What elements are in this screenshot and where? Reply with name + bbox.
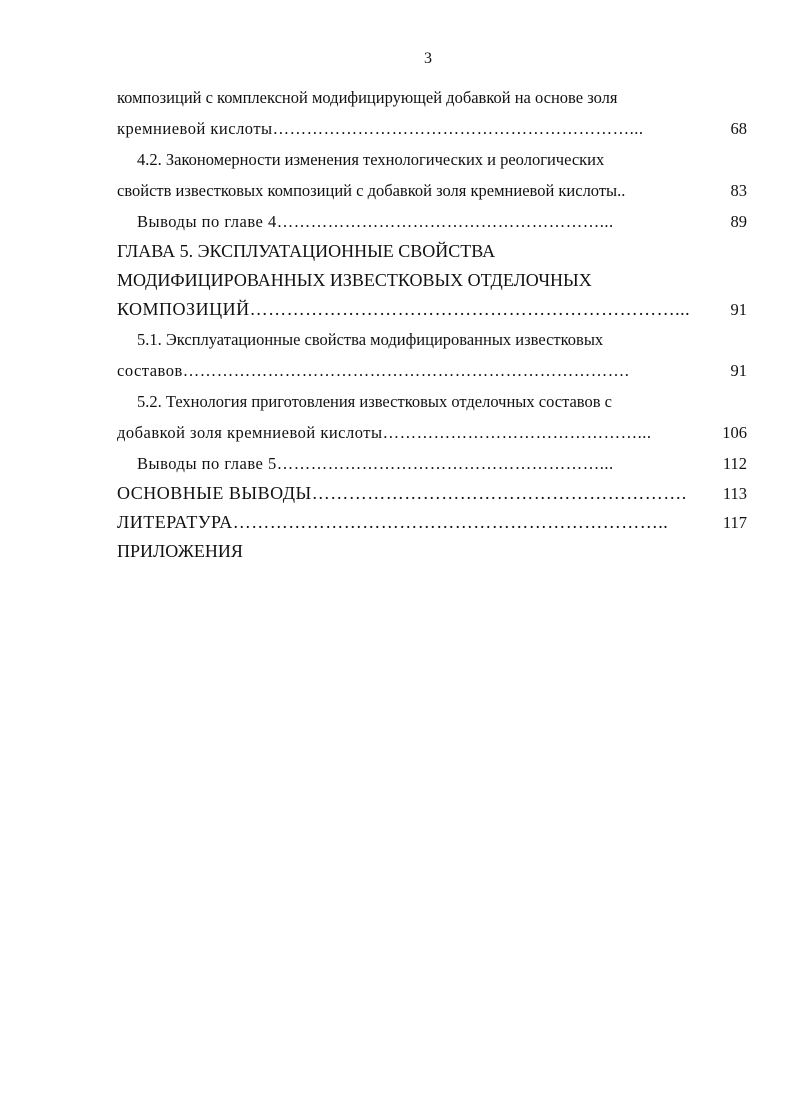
table-of-contents — [117, 82, 747, 566]
toc-page-number: 106 — [722, 423, 747, 442]
toc-chapter-heading: КОМПОЗИЦИЙ……………………………………………………………... — [117, 299, 691, 319]
toc-line — [117, 448, 747, 479]
toc-page-number: 91 — [730, 300, 747, 319]
toc-line — [117, 82, 747, 113]
toc-line — [117, 237, 747, 266]
toc-line — [117, 144, 747, 175]
toc-chapter-heading: ПРИЛОЖЕНИЯ — [117, 541, 243, 561]
toc-line — [117, 206, 747, 237]
toc-chapter-heading: ЛИТЕРАТУРА…………………………………………………………….. — [117, 512, 669, 532]
page-number: 3 — [424, 50, 432, 67]
toc-page-number: 68 — [730, 119, 747, 138]
toc-line — [117, 417, 747, 448]
toc-entry-text: композиций с комплексной модифицирующей добавкой на основе золя — [117, 88, 618, 107]
toc-line — [117, 295, 747, 324]
toc-entry-text: Выводы по главе 4…………………………………………………... — [137, 212, 614, 231]
toc-page-number: 89 — [730, 212, 747, 231]
toc-entry-text: 4.2. Закономерности изменения технологических и реологических — [137, 150, 605, 169]
toc-line — [117, 355, 747, 386]
toc-entry-text: Выводы по главе 5…………………………………………………... — [137, 454, 614, 473]
toc-page-number: 91 — [730, 361, 747, 380]
toc-line — [117, 113, 747, 144]
toc-line — [117, 175, 747, 206]
toc-page-number: 113 — [722, 484, 747, 503]
toc-entry-text: кремниевой кислоты………………………………………………………... — [117, 119, 644, 138]
toc-line — [117, 386, 747, 417]
toc-line — [117, 479, 747, 508]
toc-line — [117, 266, 747, 295]
toc-page-number: 83 — [730, 181, 747, 200]
toc-line — [117, 324, 747, 355]
toc-entry-text: составов……………………………………………………………………. — [117, 361, 630, 380]
toc-chapter-heading: МОДИФИЦИРОВАННЫХ ИЗВЕСТКОВЫХ ОТДЕЛОЧНЫХ — [117, 270, 592, 290]
toc-line — [117, 537, 747, 566]
toc-entry-text: 5.2. Технология приготовления известковых отделочных составов с — [137, 392, 612, 411]
toc-page-number: 117 — [722, 513, 747, 532]
toc-chapter-heading: ГЛАВА 5. ЭКСПЛУАТАЦИОННЫЕ СВОЙСТВА — [117, 241, 496, 261]
toc-entry-text: 5.1. Эксплуатационные свойства модифицированных известковых — [137, 330, 604, 349]
toc-entry-text: добавкой золя кремниевой кислоты………………………………………... — [117, 423, 652, 442]
toc-chapter-heading: ОСНОВНЫЕ ВЫВОДЫ……………………………………………………. — [117, 483, 687, 503]
toc-entry-text: свойств известковых композиций с добавкой золя кремниевой кислоты.. — [117, 181, 626, 200]
toc-page-number: 112 — [722, 454, 747, 473]
toc-line — [117, 508, 747, 537]
